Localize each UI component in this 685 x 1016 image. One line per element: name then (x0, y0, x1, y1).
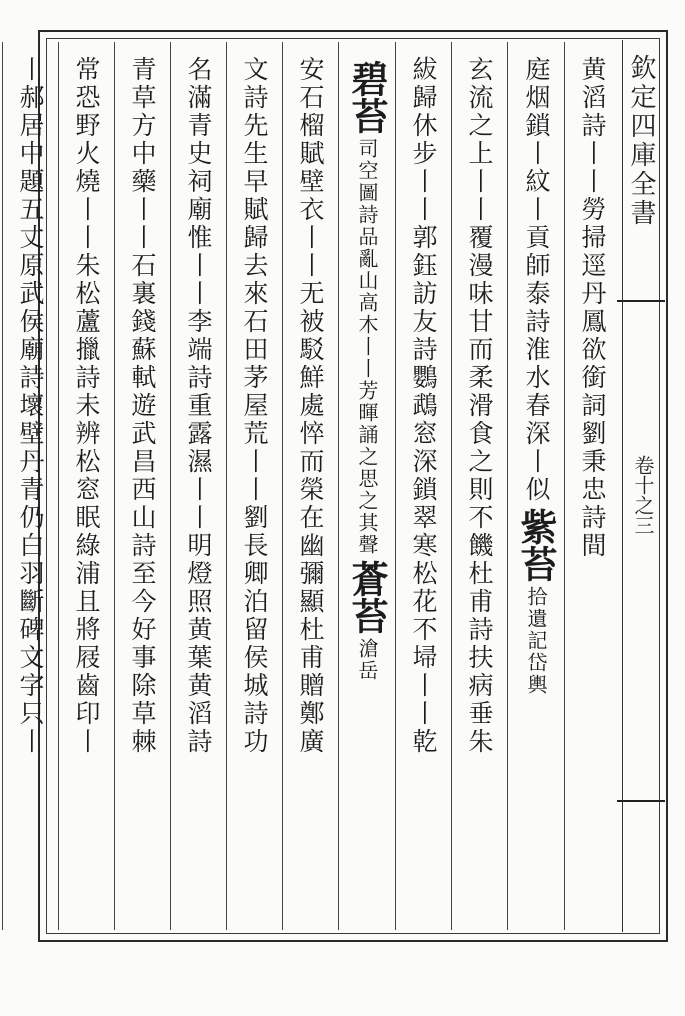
body-text: 青草方中藥丨丨石裏錢蘇軾遊武昌西山詩至今好事除草棘 (128, 56, 157, 756)
text-column (226, 42, 282, 930)
block-margin (622, 40, 659, 932)
fishtail-lower (617, 800, 665, 802)
volume-label: 卷十之三 (631, 455, 655, 535)
text-column (451, 42, 507, 930)
body-text: 玄流之上丨丨覆漫味甘而柔滑食之則不饑杜甫詩扶病垂朱 (465, 56, 494, 756)
text-column (114, 42, 170, 930)
entry-headword (0, 670, 1, 752)
annotation-text: 拾遺記岱輿 (524, 586, 548, 696)
text-column (170, 42, 226, 930)
entry-headword (0, 280, 1, 362)
text-column (282, 42, 338, 930)
text-column (338, 42, 395, 930)
body-text: 名滿青史祠廟惟丨丨李端詩重露濕丨丨明燈照黄葉黄滔詩 (184, 56, 213, 756)
body-text: 黄滔詩丨丨勞掃逕丹鳳欲銜詞劉秉忠詩間 (578, 56, 607, 560)
text-column (564, 42, 620, 930)
body-text: 文詩先生早賦歸去來石田茅屋荒丨丨劉長卿泊留侯城詩功 (240, 56, 269, 756)
entry-headword: 蒼苔 (345, 560, 389, 634)
text-column (2, 42, 58, 930)
fishtail-upper (617, 300, 665, 302)
text-column (58, 42, 114, 930)
annotation-text: 滄岳 (355, 638, 379, 682)
body-text: 紱歸休步丨丨郭鈺訪友詩鸚鵡窓深鎖翠寒松花不埽丨丨乾 (409, 56, 438, 756)
book-title: 欽定四庫全書 (626, 54, 656, 228)
entry-headword: 碧苔 (345, 60, 389, 134)
text-columns (16, 42, 620, 930)
entry-headword: 紫苔 (514, 508, 558, 582)
body-text: 常恐野火燒丨丨朱松蘆擸詩未辨松窓眠綠浦且將屐齒印丨 (72, 56, 101, 756)
annotation-text: 司空圖詩品亂山高木丨丨芳暉誦之思之其聲 (355, 138, 379, 556)
body-text: 庭烟鎖丨紋丨貢師泰詩淮水春深丨似 (522, 56, 551, 504)
body-text: 安石榴賦壁衣丨丨无被駁鮮處悴而榮在幽彌顯杜甫贈鄭廣 (296, 56, 325, 756)
body-text: 丨郝居中題五丈原武侯廟詩壞壁丹青仍白羽斷碑文字只丨 (16, 56, 45, 756)
text-column (507, 42, 564, 930)
text-column (395, 42, 451, 930)
